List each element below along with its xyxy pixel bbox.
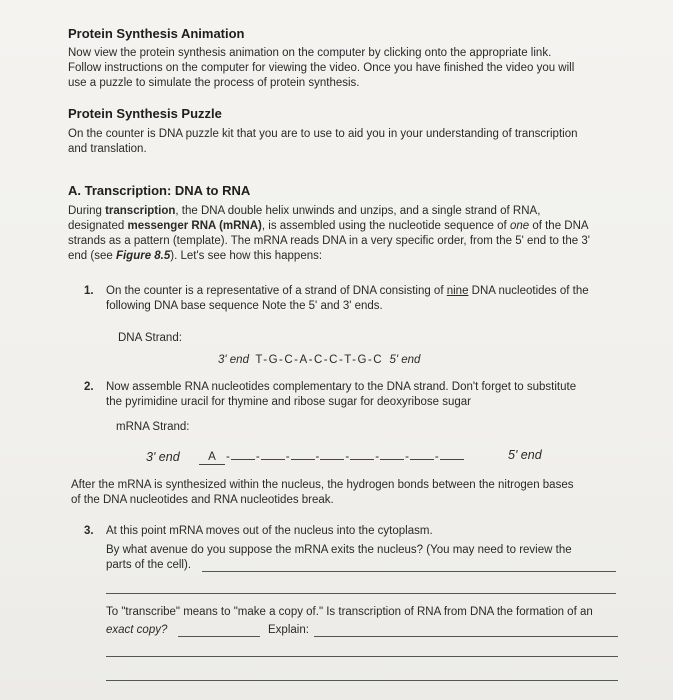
paragraph-line: During transcription, the DNA double helix unwinds and unzips, and a single strand of RNA, — [68, 205, 541, 217]
paragraph-line: After the mRNA is synthesized within the nucleus, the hydrogen bonds between the nitrogen bases — [71, 479, 574, 491]
dna-strand-label: DNA Strand: — [118, 332, 182, 344]
question-line: following DNA base sequence Note the 5' and 3' ends. — [106, 300, 383, 312]
question-line: On the counter is a representative of a strand of DNA consisting of nine DNA nucleotides of the — [106, 285, 589, 297]
paragraph-line: use a puzzle to simulate the process of protein synthesis. — [68, 77, 360, 89]
paragraph-line: designated messenger RNA (mRNA), is assembled using the nucleotide sequence of one of the DNA — [68, 220, 589, 232]
question-line: parts of the cell). — [106, 559, 192, 571]
question-number-3: 3. — [84, 525, 94, 537]
paragraph-line: of the DNA nucleotides and RNA nucleotides break. — [71, 494, 334, 506]
section-heading-animation: Protein Synthesis Animation — [68, 26, 245, 41]
mrna-blanks[interactable]: A - - - - - - - - — [198, 450, 465, 465]
section-heading-transcription: A. Transcription: DNA to RNA — [68, 183, 251, 198]
question-line: exact copy? — [106, 624, 168, 636]
question-line: To "transcribe" means to "make a copy of." Is transcription of RNA from DNA the formation of an — [106, 606, 593, 618]
paragraph-line: strands as a pattern (template). The mRNA reads DNA in a very specific order, from the 5' end to the 3' — [68, 235, 590, 247]
question-number-2: 2. — [84, 381, 94, 393]
dna-sequence: 3' end T-G-C-A-C-C-T-G-C 5' end — [218, 354, 421, 366]
mrna-end-right: 5' end — [508, 448, 542, 462]
question-number-1: 1. — [84, 285, 94, 297]
paragraph-line: Now view the protein synthesis animation on the computer by clicking onto the appropriate link. — [68, 47, 552, 59]
paragraph-line: end (see Figure 8.5). Let's see how this happens: — [68, 250, 323, 262]
paragraph-line: and translation. — [68, 143, 147, 155]
answer-line[interactable] — [106, 656, 618, 657]
answer-line[interactable] — [202, 571, 616, 572]
answer-line-exact-copy[interactable] — [178, 636, 260, 637]
answer-line[interactable] — [106, 593, 616, 594]
paragraph-line: On the counter is DNA puzzle kit that you are to use to aid you in your understanding of transcription — [68, 128, 578, 140]
question-line: By what avenue do you suppose the mRNA exits the nucleus? (You may need to review the — [106, 544, 572, 556]
explain-label: Explain: — [268, 624, 309, 636]
mrna-end-left: 3' end — [146, 450, 180, 464]
question-line: At this point mRNA moves out of the nucleus into the cytoplasm. — [106, 525, 433, 537]
question-line: Now assemble RNA nucleotides complementary to the DNA strand. Don't forget to substitute — [106, 381, 577, 393]
mrna-strand-label: mRNA Strand: — [116, 421, 190, 433]
answer-line[interactable] — [106, 680, 618, 681]
section-heading-puzzle: Protein Synthesis Puzzle — [68, 106, 222, 121]
question-line: the pyrimidine uracil for thymine and ribose sugar for deoxyribose sugar — [106, 396, 471, 408]
paragraph-line: Follow instructions on the computer for viewing the video. Once you have finished the video you will — [68, 62, 575, 74]
answer-line-explain[interactable] — [314, 636, 618, 637]
